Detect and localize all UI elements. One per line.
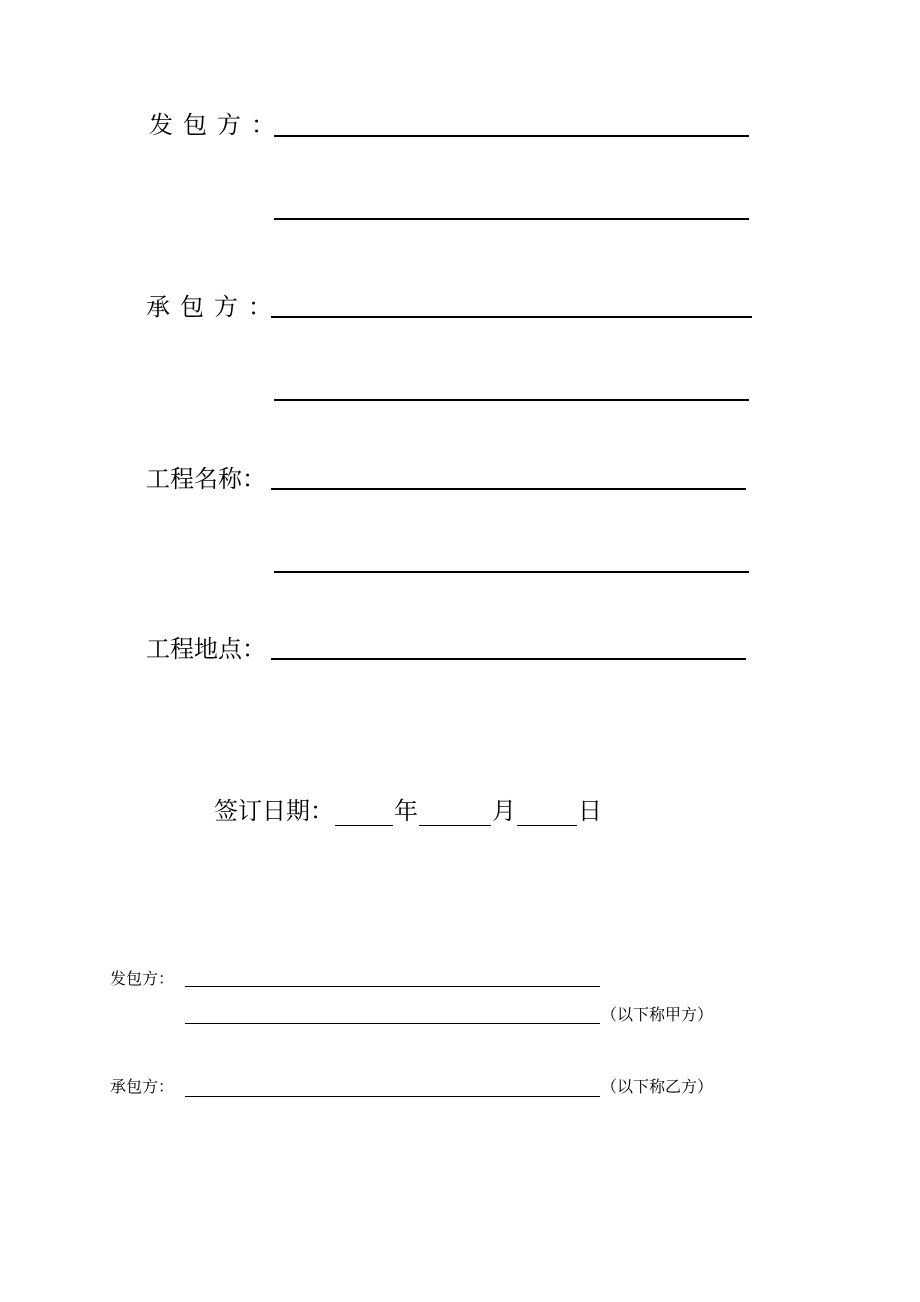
day-label: 日 [578,797,602,825]
year-label: 年 [394,797,418,825]
employer-label-text: 发包方 [149,111,251,139]
employer-field-label [149,110,275,140]
party-employer-label: 发包方： [110,969,175,988]
signing-date-label: 签订日期： [214,797,334,825]
day-blank[interactable] [517,801,577,826]
party-employer-line-1[interactable] [185,986,600,987]
contractor-line-1[interactable] [271,316,752,318]
signing-date-row [214,796,602,826]
project-name-line-2[interactable] [274,571,749,573]
contractor-label-text: 承包方 [146,293,248,321]
party-employer-alias: （以下称甲方） [601,1005,714,1024]
project-location-label-text: 工程地点 [146,635,242,663]
project-location-label-colon: ： [242,635,266,663]
year-blank[interactable] [335,801,393,826]
project-name-field-label [146,464,266,494]
party-employer-line-2[interactable] [185,1023,600,1024]
employer-line-1[interactable] [274,135,749,137]
contractor-label-colon: ： [248,293,272,321]
employer-label-colon: ： [251,111,275,139]
project-name-line-1[interactable] [271,488,746,490]
month-label: 月 [492,797,516,825]
month-blank[interactable] [419,801,491,826]
contractor-field-label [146,292,272,322]
project-location-line[interactable] [271,658,746,660]
party-contractor-alias: （以下称乙方） [601,1077,714,1096]
party-contractor-line[interactable] [185,1096,600,1097]
project-name-label-text: 工程名称 [146,465,242,493]
contractor-line-2[interactable] [274,399,749,401]
employer-line-2[interactable] [274,218,749,220]
project-name-label-colon: ： [242,465,266,493]
project-location-field-label [146,634,266,664]
party-contractor-label: 承包方： [110,1077,175,1096]
